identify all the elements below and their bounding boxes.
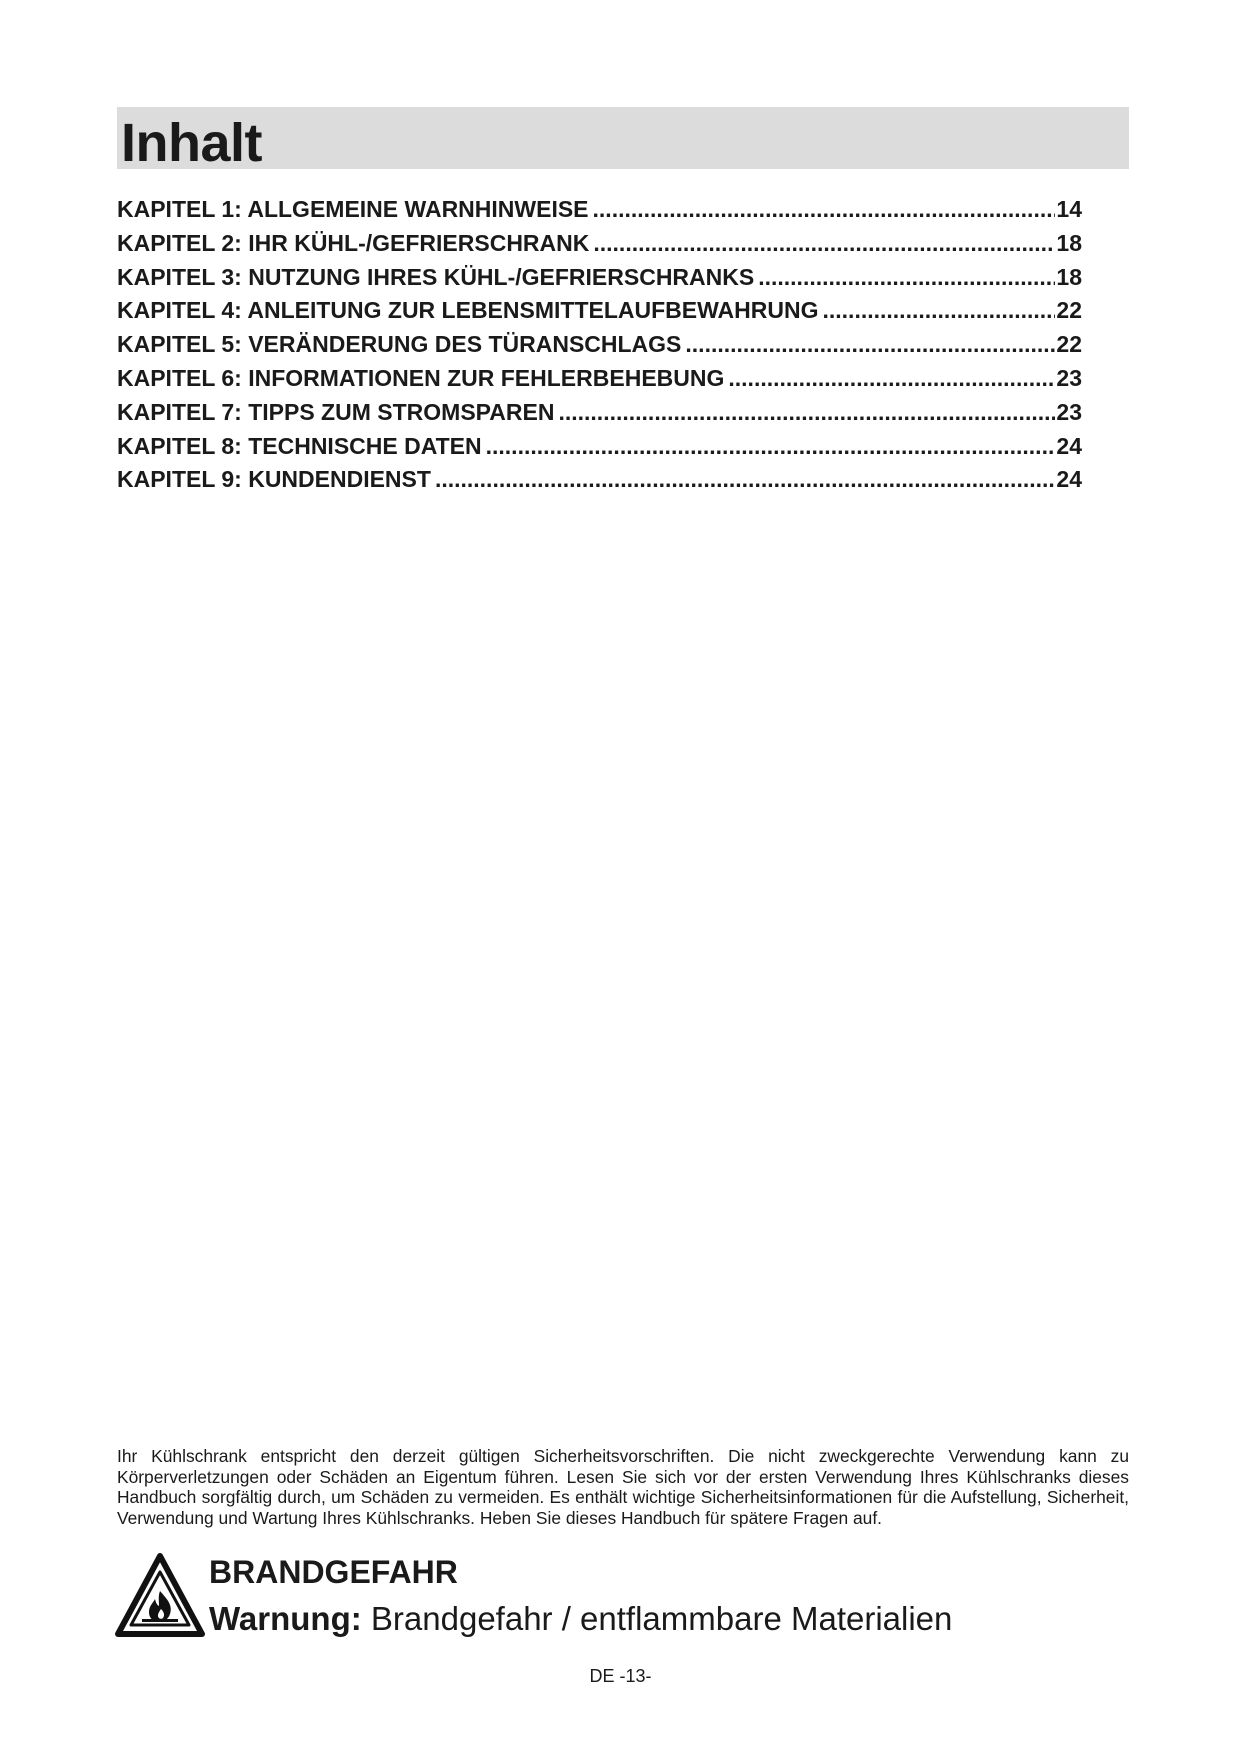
toc-entry-page: 23 — [1056, 398, 1082, 425]
toc-entry[interactable] — [117, 331, 1082, 365]
toc-entry-label: KAPITEL 7: TIPPS ZUM STROMSPAREN — [117, 398, 555, 425]
page-title: Inhalt — [121, 113, 262, 173]
toc-entry-label: KAPITEL 4: ANLEITUNG ZUR LEBENSMITTELAUFBEWAHRUNG — [117, 297, 819, 324]
toc-entry-label: KAPITEL 3: NUTZUNG IHRES KÜHL-/GEFRIERSCHRANKS — [117, 263, 755, 290]
toc-entry-page: 18 — [1056, 229, 1082, 256]
toc-leader-dots — [823, 297, 1056, 324]
toc-entry[interactable] — [117, 297, 1082, 331]
toc-leader-dots — [758, 264, 1055, 291]
toc-leader-dots — [593, 230, 1055, 257]
toc-leader-dots — [728, 365, 1055, 392]
toc-leader-dots — [685, 331, 1055, 358]
warning-label: Warnung: — [209, 1600, 362, 1637]
toc-entry[interactable] — [117, 264, 1082, 298]
toc-entry[interactable] — [117, 365, 1082, 399]
toc-entry-page: 18 — [1056, 263, 1082, 290]
toc-entry[interactable] — [117, 196, 1082, 230]
toc-entry-page: 14 — [1056, 196, 1082, 222]
fire-hazard-heading: BRANDGEFAHR — [209, 1554, 458, 1590]
toc-entry-label: KAPITEL 1: ALLGEMEINE WARNHINWEISE — [117, 196, 589, 222]
page-number: DE -13- — [589, 1666, 652, 1686]
fire-hazard-warning — [209, 1598, 952, 1640]
toc-entry[interactable] — [117, 230, 1082, 264]
toc-entry[interactable] — [117, 466, 1082, 500]
toc-entry-label: KAPITEL 2: IHR KÜHL-/GEFRIERSCHRANK — [117, 229, 590, 256]
toc-leader-dots — [435, 466, 1055, 493]
toc-entry-label: KAPITEL 8: TECHNISCHE DATEN — [117, 432, 482, 459]
toc-entry-page: 24 — [1056, 432, 1082, 459]
toc-entry-page: 22 — [1056, 297, 1082, 324]
toc-entry-page: 24 — [1056, 466, 1082, 493]
title-bar — [117, 107, 1129, 173]
safety-intro-paragraph: Ihr Kühlschrank entspricht den derzeit gültigen Sicherheitsvorschriften. Die nicht zweckgerechte Verwendung kann zu Körperverletzungen oder Schäden an Eigentum führen. Lesen Sie sich vor der ersten Verwendung Ihres Kühlschranks dieses Handbuch sorgfältig durch, um Schäden zu vermeiden. Es enthält wichtige Sicherheitsinformationen für die Aufstellung, Sicherheit, Verwendung und Wartung Ihres Kühlschranks. Heben Sie dieses Handbuch für spätere Fragen auf. — [117, 1446, 1129, 1528]
toc-entry-label: KAPITEL 5: VERÄNDERUNG DES TÜRANSCHLAGS — [117, 331, 682, 358]
toc-entry-label: KAPITEL 6: INFORMATIONEN ZUR FEHLERBEHEBUNG — [117, 364, 725, 391]
table-of-contents — [117, 196, 1082, 500]
toc-entry-label: KAPITEL 9: KUNDENDIENST — [117, 466, 431, 493]
toc-leader-dots — [486, 433, 1056, 460]
toc-leader-dots — [593, 196, 1056, 223]
toc-entry[interactable] — [117, 433, 1082, 467]
toc-leader-dots — [558, 399, 1055, 426]
toc-entry[interactable] — [117, 399, 1082, 433]
warning-text: Brandgefahr / entflammbare Materialien — [370, 1600, 953, 1637]
toc-entry-page: 23 — [1056, 364, 1082, 391]
fire-hazard-icon — [115, 1553, 205, 1637]
toc-entry-page: 22 — [1056, 331, 1082, 358]
